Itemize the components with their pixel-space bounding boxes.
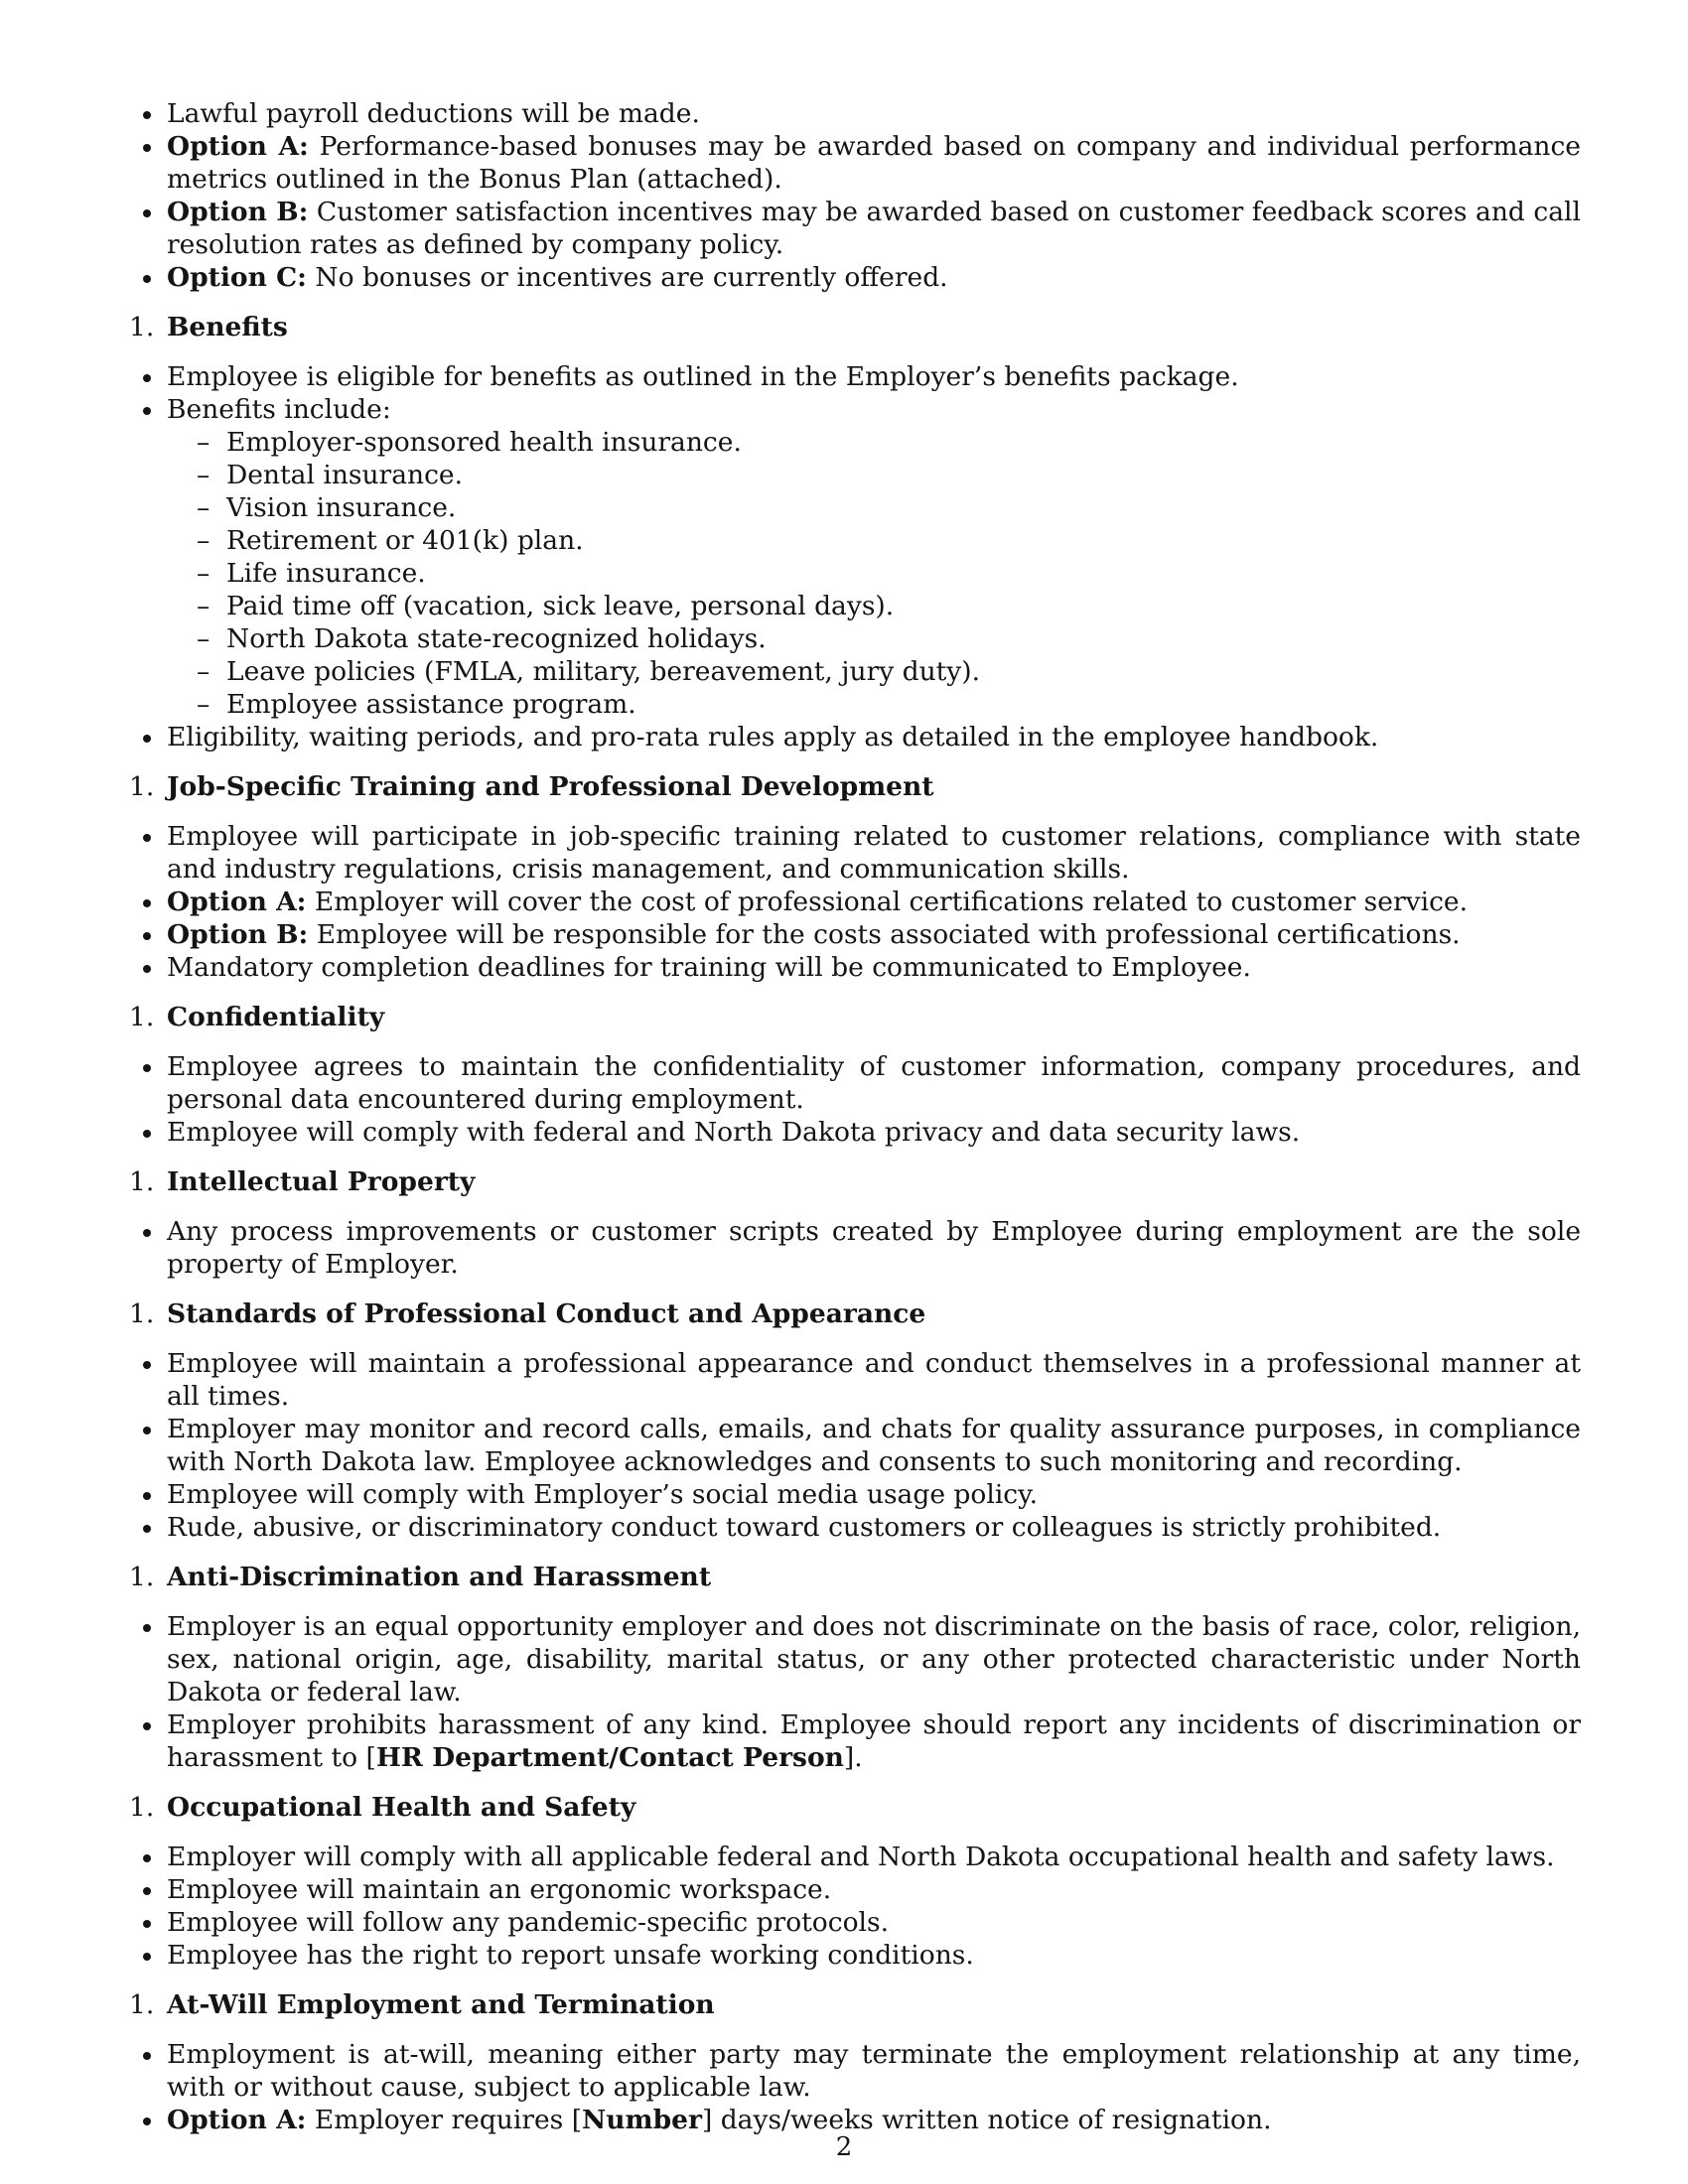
benefits-sublist bbox=[167, 426, 1581, 721]
section-heading-benefits: 1. Benefits bbox=[129, 312, 288, 342]
list-item: Option B: Customer satisfaction incentives may be awarded based on customer feedback scores and call resolution rates as defined by company policy. bbox=[167, 197, 1581, 260]
list-item: Option A: Performance-based bonuses may be awarded based on company and individual performance metrics outlined in the Bonus Plan (attached). bbox=[167, 131, 1581, 195]
atwill-list bbox=[167, 2038, 1581, 2136]
list-item: Employee has the right to report unsafe working conditions. bbox=[167, 1939, 1581, 1972]
list-item: Employee will follow any pandemic-specific protocols. bbox=[167, 1906, 1581, 1939]
list-item: Employee agrees to maintain the confidentiality of customer information, company procedures, and personal data encountered during employment. bbox=[167, 1051, 1581, 1115]
compensation-list bbox=[167, 97, 1581, 294]
sub-list-item: – Dental insurance. bbox=[226, 459, 1581, 491]
section-heading-training: 1. Job-Specific Training and Professional Development bbox=[129, 771, 934, 802]
ip-list bbox=[167, 1215, 1581, 1281]
list-item: Employer will comply with all applicable federal and North Dakota occupational health and safety laws. bbox=[167, 1841, 1581, 1873]
safety-list bbox=[167, 1841, 1581, 1972]
sub-list-item: – Paid time off (vacation, sick leave, personal days). bbox=[226, 590, 1581, 622]
sub-list-item: – Employer-sponsored health insurance. bbox=[226, 426, 1581, 459]
list-item: Employer prohibits harassment of any kind. Employee should report any incidents of discrimination or harassment to [HR Department/Contact Person]. bbox=[167, 1709, 1581, 1773]
list-item: Mandatory completion deadlines for training will be communicated to Employee. bbox=[167, 951, 1581, 984]
section-heading-safety: 1. Occupational Health and Safety bbox=[129, 1792, 636, 1823]
sub-list-item: – Leave policies (FMLA, military, bereavement, jury duty). bbox=[226, 655, 1581, 688]
confidentiality-list bbox=[167, 1050, 1581, 1149]
list-item: Option A: Employer requires [Number] days/weeks written notice of resignation. bbox=[167, 2104, 1581, 2136]
list-item: Benefits include: – Employer-sponsored health insurance. – Dental insurance. – Vision insurance. – Retirement or 401(k) plan. – Life insurance. – Paid time off (vacation, sick leave, personal days). – North Dakota state-recognized holidays. – Leave policies (FMLA, military, bereavement, jury duty). – Employee assistance program. bbox=[167, 393, 1581, 721]
antidiscrimination-list bbox=[167, 1610, 1581, 1774]
section-heading-ip: 1. Intellectual Property bbox=[129, 1166, 476, 1197]
training-list bbox=[167, 820, 1581, 984]
list-item: Any process improvements or customer scripts created by Employee during employment are the sole property of Employer. bbox=[167, 1216, 1581, 1280]
list-item: Employee will maintain a professional appearance and conduct themselves in a professional manner at all times. bbox=[167, 1348, 1581, 1412]
list-item: Employer is an equal opportunity employer and does not discriminate on the basis of race, color, religion, sex, national origin, age, disability, marital status, or any other protected characteristic under North Dakota or federal law. bbox=[167, 1611, 1581, 1707]
list-item: Option B: Employee will be responsible for the costs associated with professional certifications. bbox=[167, 918, 1581, 951]
list-item: Option A: Employer will cover the cost of professional certifications related to customer service. bbox=[167, 886, 1581, 918]
section-heading-atwill: 1. At-Will Employment and Termination bbox=[129, 1989, 715, 2020]
list-item: Employee will maintain an ergonomic workspace. bbox=[167, 1873, 1581, 1906]
list-item: Option C: No bonuses or incentives are currently offered. bbox=[167, 261, 1581, 294]
section-heading-confidentiality: 1. Confidentiality bbox=[129, 1002, 385, 1032]
sub-list-item: – Employee assistance program. bbox=[226, 688, 1581, 721]
list-item: Employer may monitor and record calls, emails, and chats for quality assurance purposes, in compliance with North Dakota law. Employee acknowledges and consents to such monitoring and recording. bbox=[167, 1414, 1581, 1477]
placeholder-number: Number bbox=[582, 2105, 702, 2135]
section-heading-conduct: 1. Standards of Professional Conduct and Appearance bbox=[129, 1298, 926, 1329]
list-item: Eligibility, waiting periods, and pro-rata rules apply as detailed in the employee handbook. bbox=[167, 721, 1581, 753]
sub-list-item: – Vision insurance. bbox=[226, 491, 1581, 524]
placeholder-hr-contact: HR Department/Contact Person bbox=[375, 1742, 844, 1773]
sub-list-item: – Retirement or 401(k) plan. bbox=[226, 524, 1581, 557]
document-page bbox=[129, 97, 1581, 2136]
sub-list-item: – North Dakota state-recognized holidays. bbox=[226, 622, 1581, 655]
list-item: Lawful payroll deductions will be made. bbox=[167, 97, 1581, 130]
section-heading-antidiscrimination: 1. Anti-Discrimination and Harassment bbox=[129, 1562, 712, 1592]
list-item: Employee is eligible for benefits as outlined in the Employer’s benefits package. bbox=[167, 360, 1581, 393]
list-item: Rude, abusive, or discriminatory conduct toward customers or colleagues is strictly prohibited. bbox=[167, 1511, 1581, 1544]
sub-list-item: – Life insurance. bbox=[226, 557, 1581, 590]
list-item: Employment is at-will, meaning either party may terminate the employment relationship at any time, with or without cause, subject to applicable law. bbox=[167, 2039, 1581, 2103]
list-item: Employee will comply with federal and North Dakota privacy and data security laws. bbox=[167, 1116, 1581, 1149]
list-item: Employee will participate in job-specific training related to customer relations, compliance with state and industry regulations, crisis management, and communication skills. bbox=[167, 821, 1581, 885]
benefits-list bbox=[167, 360, 1581, 753]
list-item: Employee will comply with Employer’s social media usage policy. bbox=[167, 1478, 1581, 1511]
page-number: 2 bbox=[835, 2132, 853, 2162]
conduct-list bbox=[167, 1347, 1581, 1544]
